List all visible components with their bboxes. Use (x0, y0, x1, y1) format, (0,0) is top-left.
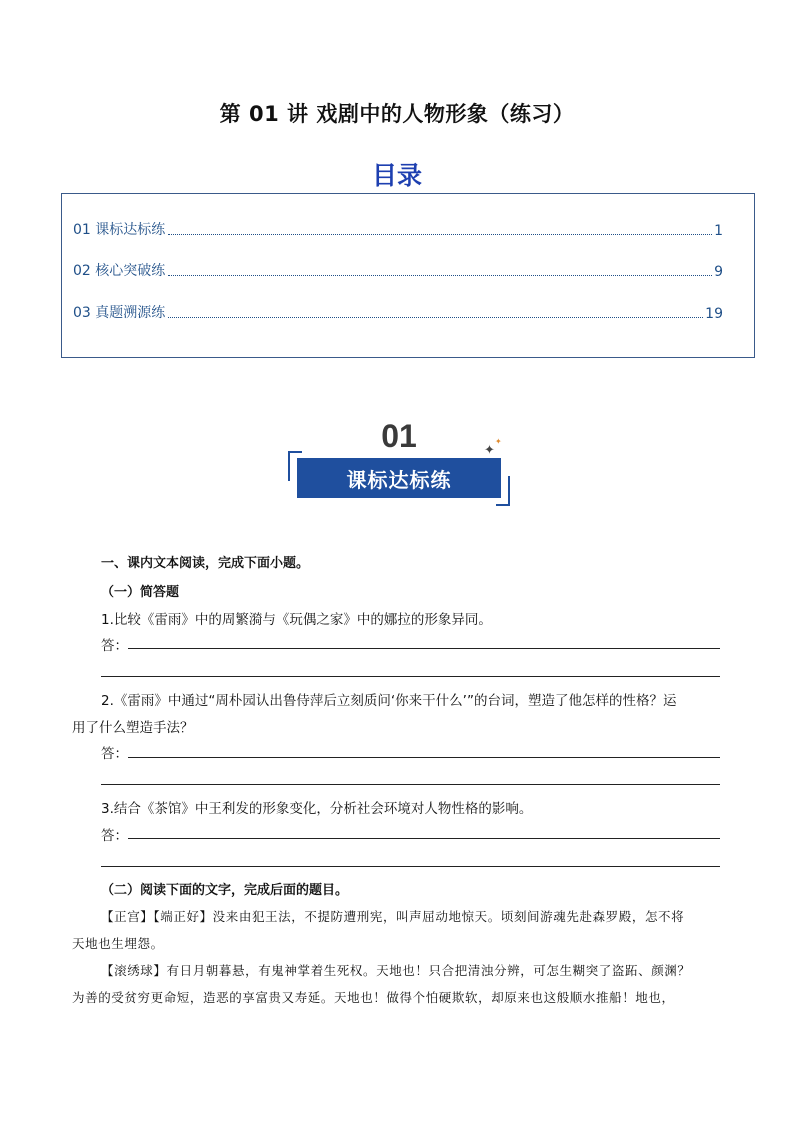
toc-item-page: 1 (714, 223, 723, 239)
toc-item-label: 03 真题溯源练 (73, 305, 166, 321)
toc-item-label: 02 核心突破练 (73, 263, 166, 279)
answer-label: 答： (101, 638, 128, 654)
passage-paragraph-1-line-1: 【正宫】【端正好】没来由犯王法，不提防遭刑宪，叫声屈动地惊天。顷刻间游魂先赴森罗殿，怎不将 (101, 909, 685, 924)
toc-heading: 目录 (371, 161, 422, 190)
toc-item-2[interactable] (73, 260, 723, 280)
toc-item-page: 9 (714, 264, 723, 280)
sparkle-icon: ✦ (484, 443, 495, 458)
section-badge (288, 418, 510, 508)
toc-leader-dots (168, 233, 712, 235)
answer-line[interactable] (128, 838, 720, 839)
table-of-contents (61, 193, 755, 358)
section-number: 01 (381, 418, 417, 454)
subsection-heading-1: （一）简答题 (101, 585, 180, 600)
toc-item-label: 01 课标达标练 (73, 222, 166, 238)
question-3: 3.结合《茶馆》中王利发的形象变化，分析社会环境对人物性格的影响。 (101, 801, 533, 817)
answer-label: 答： (101, 828, 128, 844)
toc-leader-dots (168, 316, 703, 318)
question-1: 1.比较《雷雨》中的周繁漪与《玩偶之家》中的娜拉的形象异同。 (101, 612, 492, 628)
answer-line[interactable] (101, 676, 720, 677)
passage-paragraph-1-line-2: 天地也生埋怨。 (72, 936, 164, 951)
answer-line[interactable] (101, 784, 720, 785)
passage-paragraph-2-line-2: 为善的受贫穷更命短，造恶的享富贵又寿延。天地也！做得个怕硬欺软，却原来也这般顺水推船！地也， (72, 990, 675, 1005)
answer-line[interactable] (128, 757, 720, 758)
sparkle-small-icon: ✦ (495, 437, 502, 446)
toc-item-page: 19 (705, 306, 723, 322)
page-title: 第 01 讲 戏剧中的人物形象（练习） (219, 102, 575, 126)
subsection-heading-2: （二）阅读下面的文字，完成后面的题目。 (101, 883, 349, 898)
section-label: 课标达标练 (297, 458, 501, 498)
question-2-line-2: 用了什么塑造手法？ (72, 720, 194, 736)
answer-line[interactable] (128, 648, 720, 649)
toc-item-3[interactable] (73, 302, 723, 322)
part-heading: 一、课内文本阅读，完成下面小题。 (101, 556, 310, 571)
question-2-line-1: 2.《雷雨》中通过“周朴园认出鲁侍萍后立刻质问‘你来干什么’”的台词，塑造了他怎样的性格？运 (101, 693, 677, 709)
answer-line[interactable] (101, 866, 720, 867)
toc-leader-dots (168, 274, 712, 276)
passage-paragraph-2-line-1: 【滚绣球】有日月朝暮悬，有鬼神掌着生死权。天地也！只合把清浊分辨，可怎生糊突了盗跖、颜渊？ (101, 963, 691, 978)
answer-label: 答： (101, 746, 128, 762)
toc-item-1[interactable] (73, 219, 723, 239)
